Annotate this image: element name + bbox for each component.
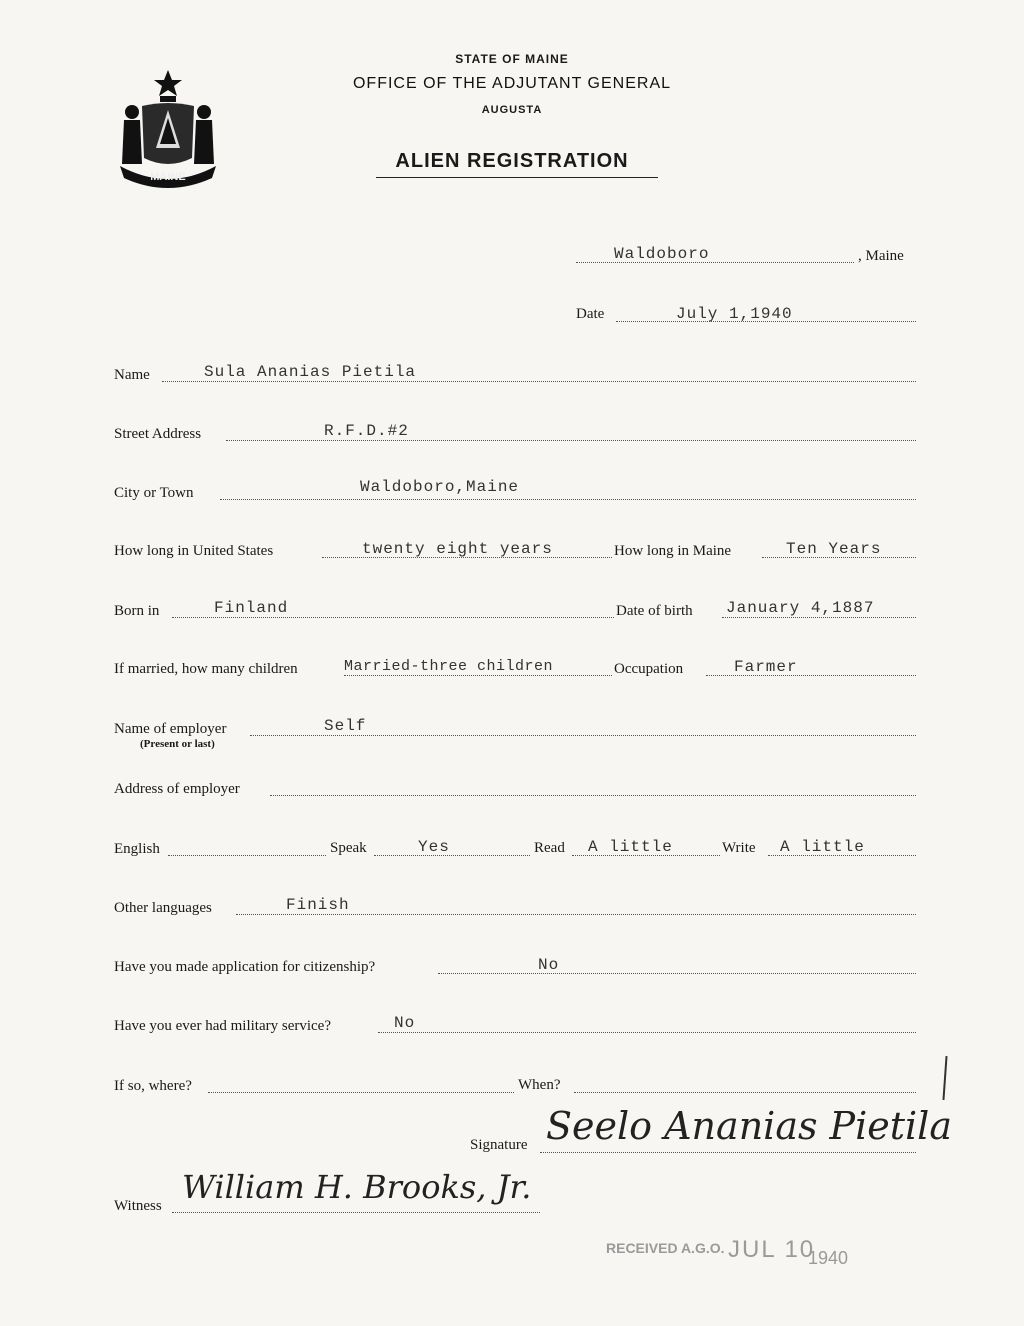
city-dots: [220, 499, 916, 500]
street-dots: [226, 440, 916, 441]
name-dots: [162, 381, 916, 382]
read-value: A little: [588, 838, 673, 856]
witness-handwriting: William H. Brooks, Jr.: [182, 1168, 532, 1206]
read-label: Read: [534, 840, 565, 856]
occupation-label: Occupation: [614, 661, 684, 677]
speak-value: Yes: [418, 838, 450, 856]
name-label: Name: [114, 367, 150, 383]
signature-pen-stroke: [942, 1056, 947, 1100]
born-value: Finland: [214, 599, 289, 617]
city-label: City or Town: [114, 485, 194, 501]
where-label: If so, where?: [114, 1078, 192, 1094]
military-value: No: [394, 1014, 416, 1032]
received-stamp-text: RECEIVED A.G.O.: [606, 1240, 725, 1256]
place-suffix: , Maine: [858, 248, 904, 264]
city-value: Waldoboro,Maine: [360, 478, 520, 496]
when-label: When?: [518, 1077, 561, 1093]
name-value: Sula Ananias Pietila: [204, 363, 417, 381]
employer-label: Name of employer: [114, 721, 227, 737]
other-languages-dots: [236, 914, 916, 915]
received-stamp-year: 1940: [808, 1248, 849, 1268]
when-dots: [574, 1092, 916, 1093]
employer-dots: [250, 735, 916, 736]
date-value: July 1,1940: [676, 305, 793, 323]
dob-value: January 4,1887: [726, 599, 875, 617]
witness-label: Witness: [114, 1198, 162, 1214]
speak-label: Speak: [330, 840, 367, 856]
other-languages-value: Finish: [286, 896, 350, 914]
english-dots: [168, 855, 326, 856]
page-title: ALIEN REGISTRATION: [395, 150, 629, 172]
received-stamp-date: JUL 10: [728, 1236, 816, 1263]
speak-dots: [374, 855, 530, 856]
maine-duration-label: How long in Maine: [614, 543, 732, 559]
us-duration-label: How long in United States: [114, 543, 274, 559]
us-duration-value: twenty eight years: [362, 540, 553, 558]
place-value: Waldoboro: [614, 245, 710, 263]
maine-duration-value: Ten Years: [786, 540, 882, 558]
children-value: Married-three children: [344, 658, 554, 675]
street-label: Street Address: [114, 426, 202, 442]
title-underline: [376, 177, 658, 178]
english-label: English: [114, 841, 160, 857]
signature-dots: [540, 1152, 916, 1153]
signature-label: Signature: [470, 1137, 528, 1153]
signature-handwriting: Seelo Ananias Pietila: [546, 1104, 952, 1148]
date-label: Date: [576, 306, 605, 322]
write-value: A little: [780, 838, 865, 856]
office-heading: OFFICE OF THE ADJUTANT GENERAL: [352, 75, 672, 92]
military-dots: [378, 1032, 916, 1033]
city-heading: AUGUSTA: [481, 104, 543, 116]
employer-sublabel: (Present or last): [140, 738, 215, 750]
children-dots: [344, 675, 612, 676]
citizenship-value: No: [538, 956, 560, 974]
seal-banner-text: MAINE: [150, 171, 186, 183]
employer-address-label: Address of employer: [114, 781, 240, 797]
born-dots: [172, 617, 614, 618]
military-label: Have you ever had military service?: [114, 1018, 331, 1034]
dob-label: Date of birth: [616, 603, 693, 619]
employer-value: Self: [324, 717, 367, 735]
occupation-value: Farmer: [734, 658, 798, 676]
where-dots: [208, 1092, 514, 1093]
write-label: Write: [722, 840, 756, 856]
other-languages-label: Other languages: [114, 900, 212, 916]
witness-dots: [172, 1212, 540, 1213]
dob-dots: [722, 617, 916, 618]
citizenship-label: Have you made application for citizenship?: [114, 959, 376, 975]
children-label: If married, how many children: [114, 661, 298, 677]
born-label: Born in: [114, 603, 160, 619]
employer-address-dots: [270, 795, 916, 796]
street-value: R.F.D.#2: [324, 422, 409, 440]
state-heading: STATE OF MAINE: [455, 52, 569, 66]
citizenship-dots: [438, 973, 916, 974]
